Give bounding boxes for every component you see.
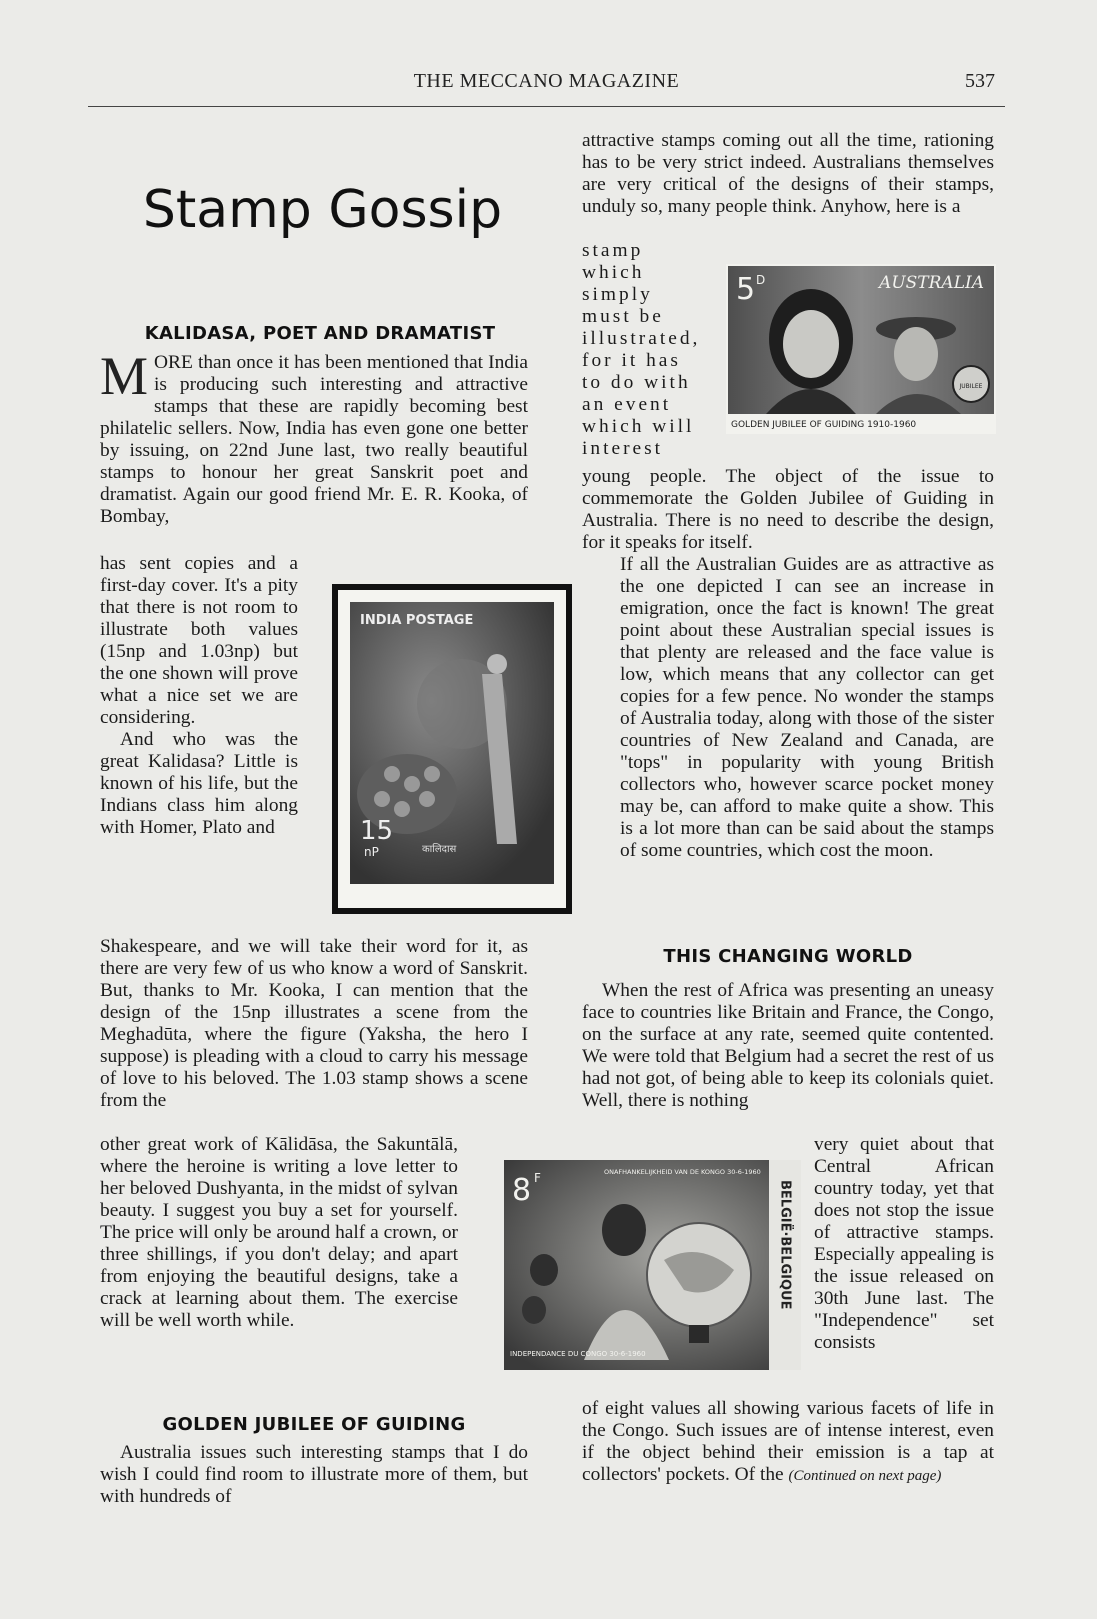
kalidasa-paragraph-3: [100, 1134, 458, 1332]
congo-paragraph-narrow: [814, 1134, 994, 1354]
congo-stamp-bottom-text: INDEPENDANCE DU CONGO 30-6-1960: [510, 1350, 646, 1358]
india-stamp-country: INDIA POSTAGE: [360, 613, 474, 628]
guiding-paragraph-narrow: [582, 240, 707, 460]
drop-cap: M: [100, 346, 149, 406]
kalidasa-para2-end: other great work of Kālidāsa, the Sakuntālā, where the heroine is writing a love letter to her beloved Dushyanta, in the midst of sylvan beauty. I suggest you buy a set for yourself. The price will only be around half a crown, or three shillings, if you don't delay; and apart from enjoying the beautiful designs, take a crack at learning about them. The exercise will be well worth while.: [100, 1134, 458, 1331]
australia-stamp-unit: D: [756, 273, 766, 287]
header-rule: [88, 106, 1005, 107]
guiding-paragraph-right: [582, 130, 994, 218]
australia-stamp-country: AUSTRALIA: [879, 273, 984, 293]
kalidasa-paragraph-2: [100, 936, 528, 1112]
section-heading-kalidasa: KALIDASA, POET AND DRAMATIST: [144, 323, 496, 344]
australia-stamp-value: 5: [736, 272, 756, 307]
congo-stamp-unit: F: [534, 1171, 541, 1185]
kalidasa-para1-cont: has sent copies and a first-day cover. It's a pity that there is not room to illustrate both values (15np and 1.03np) but the one shown will prove what a nice set we are considering.: [100, 553, 298, 728]
india-stamp: [332, 584, 572, 914]
australia-stamp-caption: GOLDEN JUBILEE OF GUIDING 1910-1960: [731, 420, 917, 430]
kalidasa-paragraph-narrow: [100, 553, 298, 839]
congo-stamp: [504, 1160, 801, 1370]
article-title: Stamp Gossip: [142, 180, 503, 240]
congo-para1: When the rest of Africa was presenting an uneasy face to countries like Britain and France, the Congo, on the surface at any rate, seemed quite contented. We were told that Belgium had a secret the rest of us had not got, of being able to keep its colonials quiet. Well, there is nothing: [582, 980, 994, 1111]
india-stamp-image: [332, 584, 572, 914]
australia-stamp-image: [726, 264, 996, 434]
guiding-para2: If all the Australian Guides are as attractive as the one depicted I can see an increase in emigration, once the fact is known! The great point about these Australian special issues is that plenty are released and the face value is low, which means that any collector can get copies for a few pence. No wonder the stamps of Australia today, along with those of the sister countries of New Zealand and Canada, are "tops" in popularity with young British collectors who, however scarce pocket money may be, can afford to make quite a show. This is a lot more than can be said about the stamps of some countries, which cost the moon.: [620, 554, 994, 861]
kalidasa-paragraph-1: [100, 346, 528, 528]
congo-stamp-image: [504, 1160, 801, 1370]
congo-paragraph-end: [582, 1398, 994, 1487]
section-heading-guiding: GOLDEN JUBILEE OF GUIDING: [162, 1414, 466, 1435]
guiding-para1-narrow: stamp which simply must be illustrated, for it has to do with an event which will interest: [582, 240, 701, 459]
continued-note: (Continued on next page): [788, 1468, 942, 1484]
india-stamp-value: 15: [360, 816, 394, 846]
guiding-paragraph-2: [620, 554, 994, 862]
running-head: [88, 70, 1005, 100]
kalidasa-para2-cont: Shakespeare, and we will take their word for it, as there are very few of us who know a word of Sanskrit. But, thanks to Mr. Kooka, I can mention that the design of the 15np illustrates a scene from the Meghadūta, where the figure (Yaksha, the hero I suppose) is pleading with a cloud to carry his message of love to his beloved. The 1.03 stamp shows a scene from the: [100, 936, 528, 1111]
congo-stamp-value: 8: [512, 1173, 532, 1208]
congo-stamp-side-text: BELGIË·BELGIQUE: [777, 1180, 793, 1310]
india-stamp-unit: nP: [364, 845, 379, 859]
congo-para1-narrow: very quiet about that Central African country today, yet that does not stop the issue of attractive stamps. Especially appealing is the issue released on 30th June last. The "Independence" set consists: [814, 1134, 994, 1353]
australia-stamp-badge: JUBILEE: [959, 383, 983, 390]
australia-stamp: [726, 264, 996, 434]
india-stamp-devanagari: कालिदास: [422, 844, 457, 855]
page-number: 537: [965, 70, 995, 92]
kalidasa-para1-text: ORE than once it has been mentioned that India is producing such interesting and attractive stamps that these are rapidly becoming best philatelic sellers. Now, India has even gone one better by issuing, on 22nd June last, two really beautiful stamps to honour her great Sanskrit poet and dramatist. Again our good friend Mr. E. R. Kooka, of Bombay,: [100, 352, 528, 527]
section-heading-changing-world: THIS CHANGING WORLD: [663, 946, 913, 967]
magazine-title: THE MECCANO MAGAZINE: [413, 70, 680, 92]
congo-paragraph-1: [582, 980, 994, 1112]
congo-para1-end: of eight values all showing various facets of life in the Congo. Such issues are of intense interest, even if the object behind their emission is a tap at collectors' pockets. Of the: [582, 1398, 994, 1485]
guiding-para1-cont: attractive stamps coming out all the time, rationing has to be very strict indeed. Australians themselves are very critical of the designs of their stamps, unduly so, many people think. Anyhow, here is a: [582, 130, 994, 217]
kalidasa-para2-start: And who was the great Kalidasa? Little is known of his life, but the Indians class him along with Homer, Plato and: [100, 729, 298, 838]
congo-stamp-top-text: ONAFHANKELIJKHEID VAN DE KONGO 30-6-1960: [604, 1168, 761, 1176]
guiding-paragraph-left: [100, 1442, 528, 1508]
guiding-para1-start: Australia issues such interesting stamps that I do wish I could find room to illustrate more of them, but with hundreds of: [100, 1442, 528, 1507]
guiding-paragraph-end: [582, 466, 994, 554]
guiding-para1-end: young people. The object of the issue to commemorate the Golden Jubilee of Guiding in Australia. There is no need to describe the design, for it speaks for itself.: [582, 466, 994, 553]
